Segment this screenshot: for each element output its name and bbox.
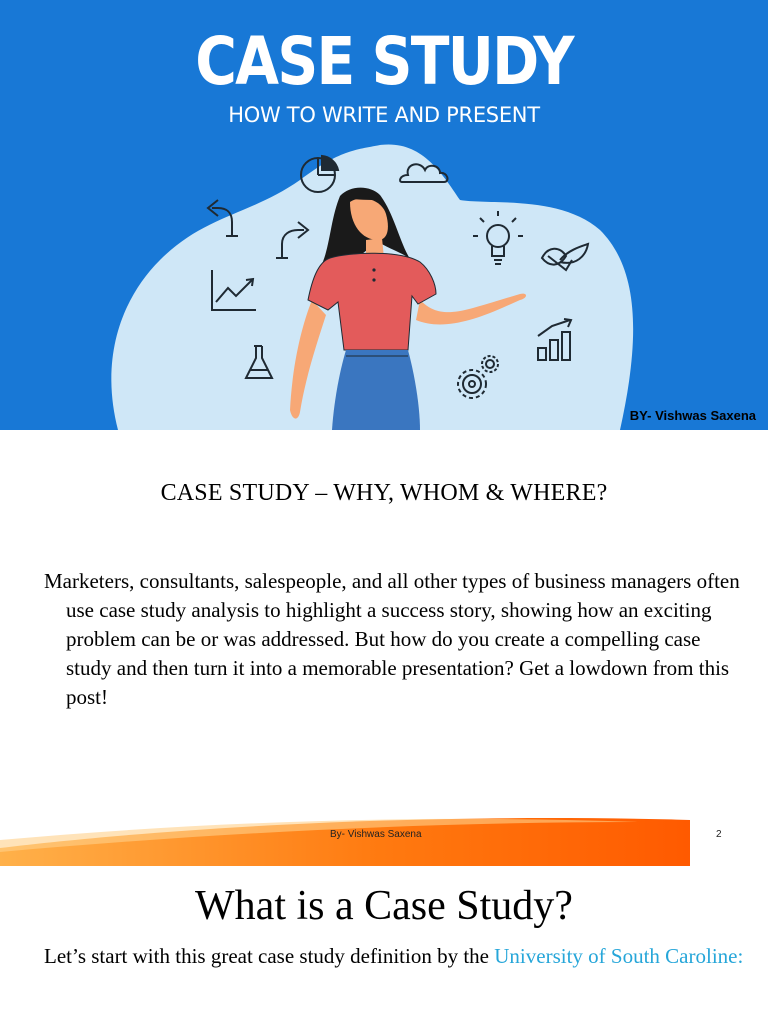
cover-subtitle: HOW TO WRITE AND PRESENT [228,103,540,127]
cover-slide [0,0,768,430]
footer-author: By- Vishwas Saxena [330,829,422,840]
slide3-body-text: Let’s start with this great case study definition by the [44,944,495,968]
cover-title: CASE STUDY [195,23,573,100]
slide3-body [44,942,746,971]
slide2-title: CASE STUDY – WHY, WHOM & WHERE? [160,480,608,506]
cover-author: BY- Vishwas Saxena [629,408,756,423]
page-number: 2 [716,829,722,840]
slide2-body: Marketers, consultants, salespeople, and all other types of business managers often use case study analysis to highlight a success story, showing how an exciting problem can be or was addressed. But how do you create a compelling case study and then turn it into a memorable presentation? Get a lowdown from this post! [44,569,740,709]
university-link[interactable]: University of South Caroline: [494,944,744,968]
slide3-title: What is a Case Study? [195,883,573,929]
slide2-footer [0,800,768,866]
slide-why-whom-where [0,430,768,866]
slide-what-is-case-study [0,866,768,1024]
